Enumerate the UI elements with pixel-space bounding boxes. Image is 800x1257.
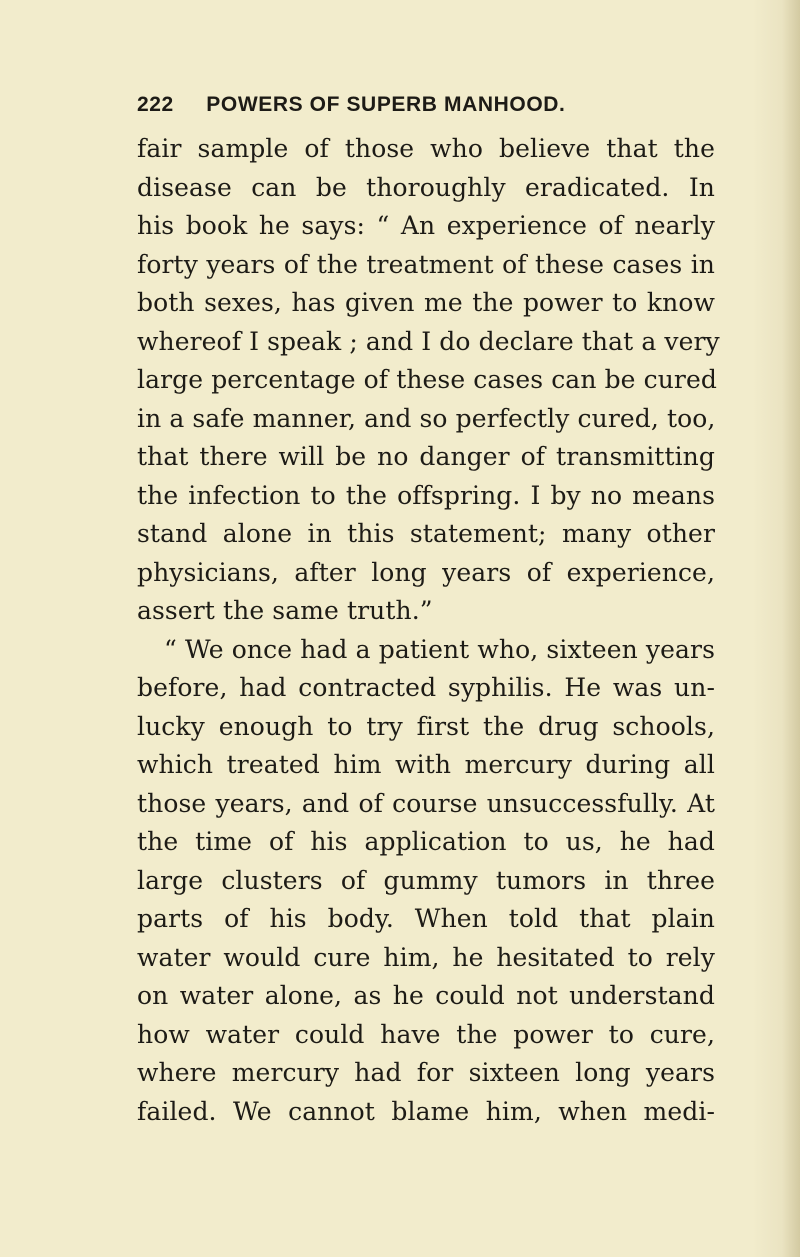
text-line: failed. We cannot blame him, when medi- [137, 1096, 715, 1126]
page-number: 222 [137, 93, 174, 116]
text-line: his book he says: “ An experience of nearly [137, 211, 715, 240]
text-line: large clusters of gummy tumors in three [137, 865, 715, 895]
text-line: on water alone, as he could not understand [137, 981, 715, 1010]
text-line: how water could have the power to cure, [137, 1019, 715, 1049]
text-line: the time of his application to us, he had [137, 827, 715, 856]
text-line: those years, and of course unsuccessfully. At [137, 788, 715, 818]
page-header [137, 93, 657, 121]
text-line: before, had contracted syphilis. He was un- [137, 673, 715, 702]
text-line: lucky enough to try first the drug schools, [137, 711, 715, 741]
text-line: which treated him with mercury during all [137, 750, 715, 779]
text-line: fair sample of those who believe that the [137, 134, 715, 163]
text-line: “ We once had a patient who, sixteen years [164, 634, 715, 664]
text-line: that there will be no danger of transmitting [137, 442, 715, 471]
text-line: in a safe manner, and so perfectly cured, too, [137, 403, 716, 433]
page-edge-shadow [782, 0, 800, 1257]
text-line: disease can be thoroughly eradicated. In [137, 172, 715, 202]
text-line: large percentage of these cases can be cured [137, 365, 717, 394]
running-head: POWERS OF SUPERB MANHOOD. [206, 93, 566, 116]
text-line: physicians, after long years of experience, [137, 557, 715, 587]
text-line: stand alone in this statement; many other [137, 519, 715, 548]
text-line: assert the same truth.” [137, 596, 433, 625]
text-line: both sexes, has given me the power to know [137, 288, 715, 317]
text-line: water would cure him, he hesitated to rely [137, 942, 715, 972]
body-text [137, 130, 720, 1131]
text-line: the infection to the offspring. I by no means [137, 480, 715, 510]
text-line: where mercury had for sixteen long years [137, 1058, 715, 1087]
text-line: forty years of the treatment of these cases in [137, 249, 715, 279]
text-line: whereof I speak ; and I do declare that a very [137, 326, 720, 356]
text-line: parts of his body. When told that plain [137, 904, 715, 933]
